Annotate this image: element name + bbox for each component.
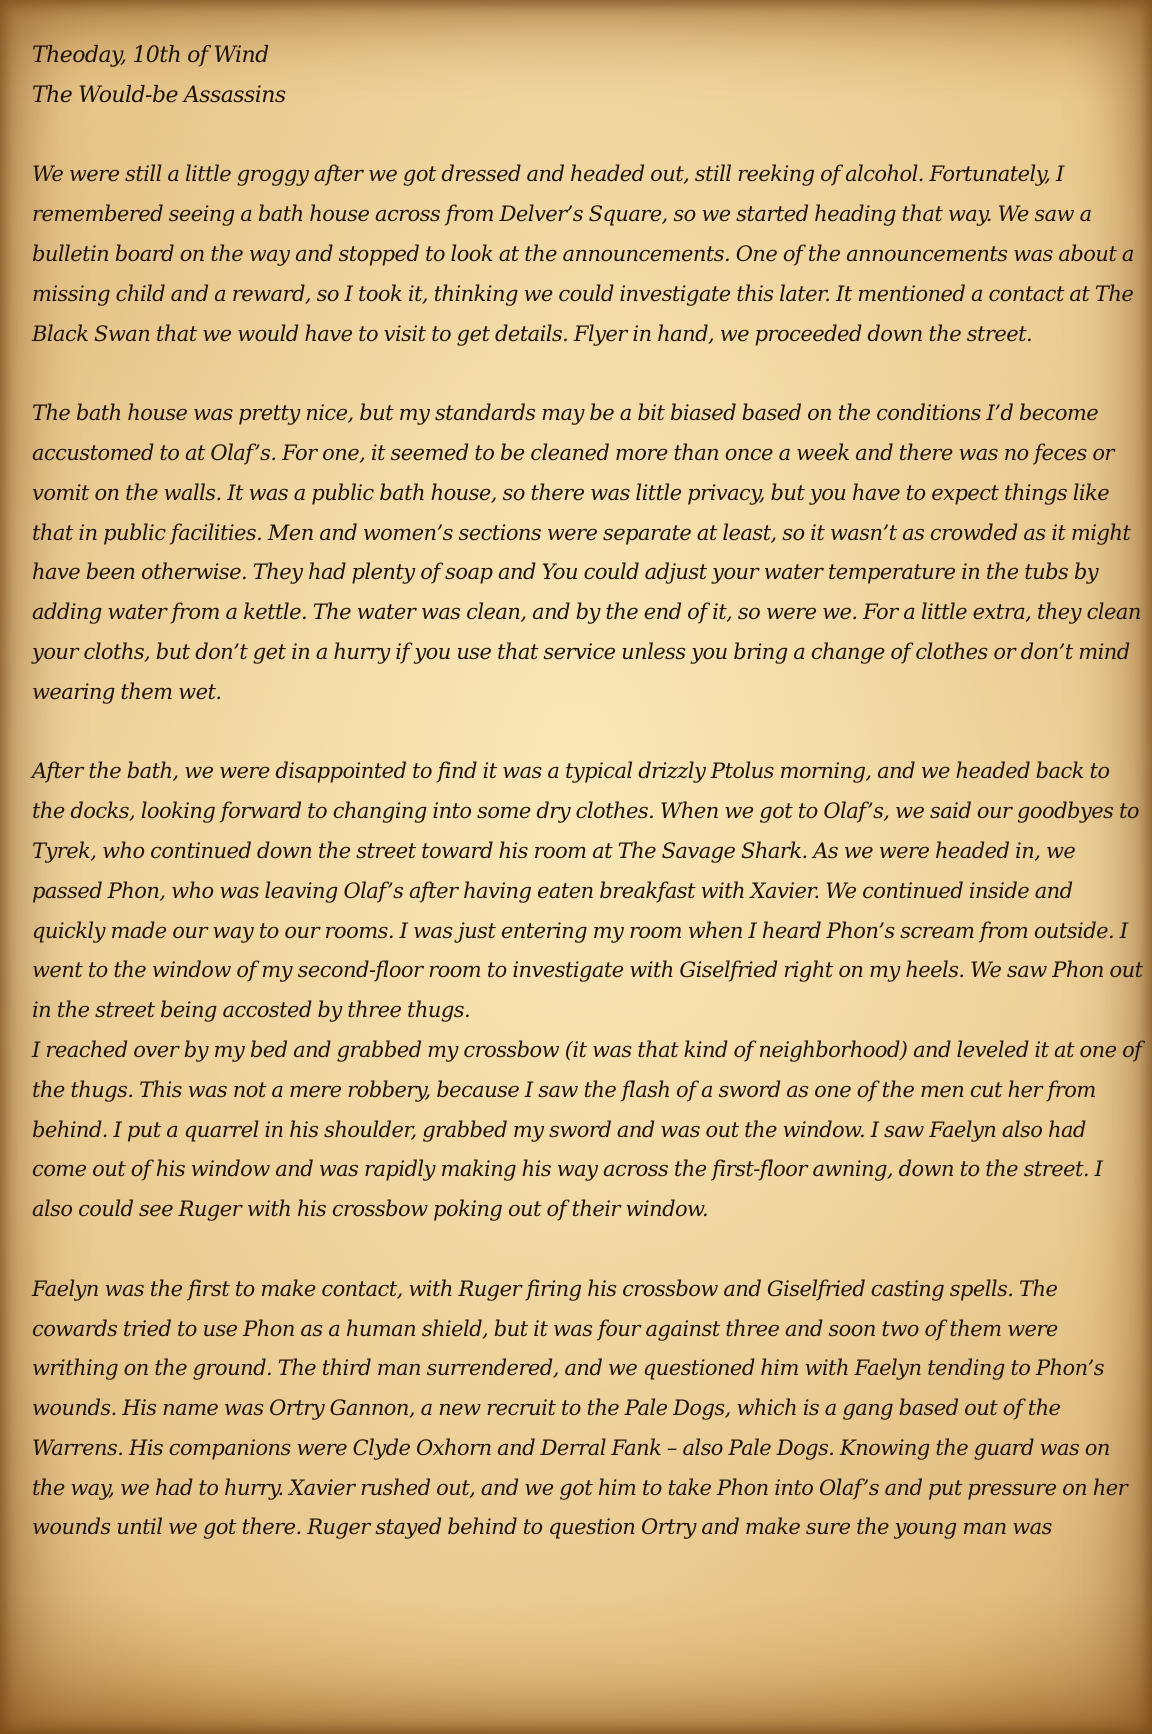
paragraph-bulletin: We were still a little groggy after we got dressed and headed out, still reeking of alcohol. Fortunately, I remembered seeing a bath house across from Delver’s Square, so we started heading that way. We saw a bulletin board on the way and stopped to look at the announcements. One of the announcements was about a missing child and a reward, so I took it, thinking we could investigate this later. It mentioned a contact at The Black Swan that we would have to visit to get details. Flyer in hand, we proceeded down the street. — [32, 162, 1134, 346]
paragraph-return-to-docks: After the bath, we were disappointed to find it was a typical drizzly Ptolus morning, and we headed back to the docks, looking forward to changing into some dry clothes. When we got to Olaf’s, we said our goodbyes to Tyrek, who continued down the street toward his room at The Savage Shark. As we were headed in, we passed Phon, who was leaving Olaf’s after having eaten breakfast with Xavier. We continued inside and quickly made our way to our rooms. I was just entering my room when I heard Phon’s scream from outside. I went to the window of my second-floor room to investigate with Giselfried right on my heels. We saw Phon out in the street being accosted by three thugs. — [32, 759, 1143, 1023]
journal-header — [32, 36, 1144, 116]
paragraph-fight: Faelyn was the first to make contact, with Ruger firing his crossbow and Giselfried casting spells. The cowards tried to use Phon as a human shield, but it was four against three and soon two of them were writhing on the ground. The third man surrendered, and we questioned him with Faelyn tending to Phon’s wounds. His name was Ortry Gannon, a new recruit to the Pale Dogs, which is a gang based out of the Warrens. His companions were Clyde Oxhorn and Derral Fank – also Pale Dogs. Knowing the guard was on the way, we had to hurry. Xavier rushed out, and we got him to take Phon into Olaf’s and put pressure on her wounds until we got there. Ruger stayed behind to question Ortry and make sure the young man was — [32, 1276, 1128, 1540]
journal-title: The Would-be Assassins — [32, 82, 286, 108]
journal-date: Theoday, 10th of Wind — [32, 43, 269, 68]
paragraph-crossbow: I reached over by my bed and grabbed my crossbow (it was that kind of neighborhood) and leveled it at one of the thugs. This was not a mere robbery, because I saw the flash of a sword as one of the men cut her from behind. I put a quarrel in his shoulder, grabbed my sword and was out the window. I saw Faelyn also had come out of his window and was rapidly making his way across the first-floor awning, down to the street. I also could see Ruger with his crossbow poking out of their window. — [32, 1037, 1142, 1222]
paragraph-bath-house: The bath house was pretty nice, but my standards may be a bit biased based on the conditions I’d become accustomed to at Olaf’s. For one, it seemed to be cleaned more than once a week and there was no feces or vomit on the walls. It was a public bath house, so there was little privacy, but you have to expect things like that in public facilities. Men and women’s sections were separate at least, so it wasn’t as crowded as it might have been otherwise. They had plenty of soap and You could adjust your water temperature in the tubs by adding water from a kettle. The water was clean, and by the end of it, so were we. For a little extra, they clean your cloths, but don’t get in a hurry if you use that service unless you bring a change of clothes or don’t mind wearing them wet. — [32, 401, 1141, 704]
journal-text — [32, 36, 1144, 1588]
